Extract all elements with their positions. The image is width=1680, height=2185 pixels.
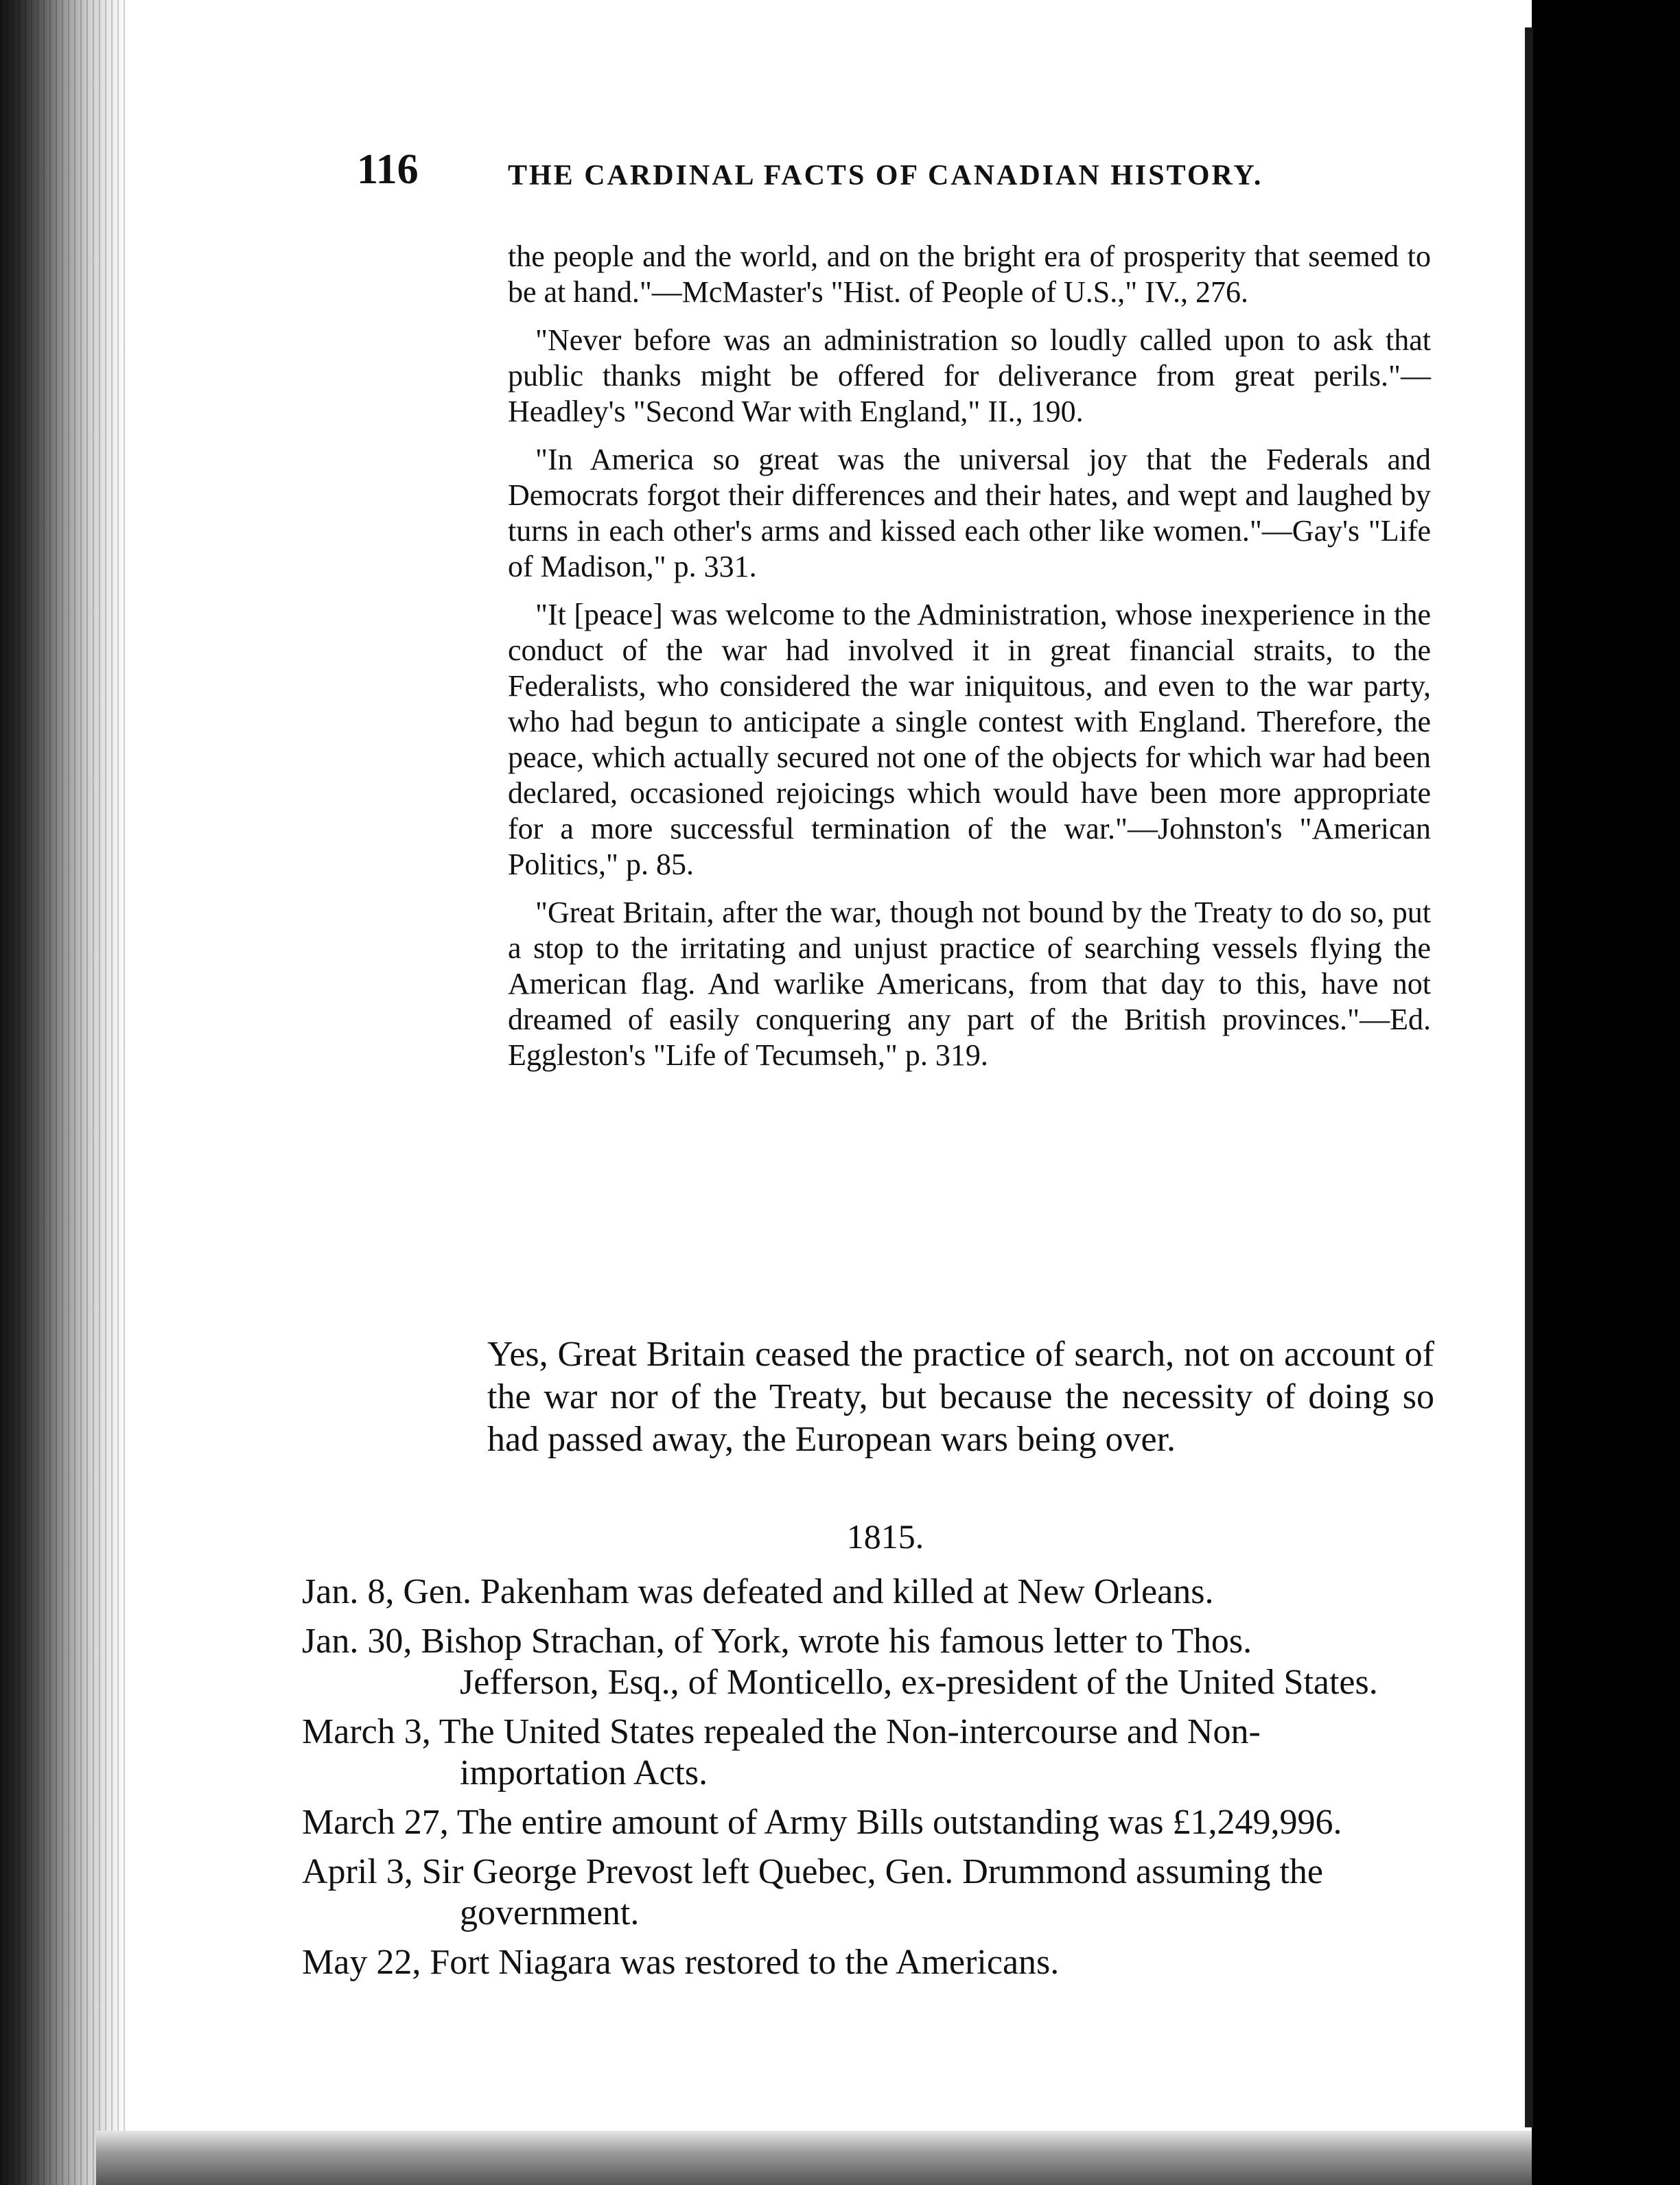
entry-date: Jan. 30,	[302, 1622, 412, 1661]
running-title: THE CARDINAL FACTS OF CANADIAN HISTORY.	[508, 160, 1263, 191]
entry-text: Gen. Pakenham was defeated and killed at New Orleans.	[403, 1572, 1214, 1611]
entry-date: March 3,	[302, 1712, 431, 1751]
scan-book-gutter	[0, 0, 127, 2185]
entry-text: The United States repealed the Non-intercourse and Non-importation Acts.	[439, 1712, 1261, 1792]
year-heading: 1815.	[846, 1517, 924, 1556]
entry-text: Sir George Prevost left Quebec, Gen. Drummond assuming the government.	[421, 1852, 1323, 1932]
scan-bottom-edge	[96, 2131, 1532, 2185]
entry-date: May 22,	[302, 1943, 421, 1982]
entry-text: Fort Niagara was restored to the Americans.	[430, 1943, 1060, 1982]
chronology-entry	[302, 1942, 1393, 1983]
chronology-entry	[302, 1802, 1393, 1843]
quote-paragraph: "Never before was an administration so loudly called upon to ask that public thanks might be offered for deliverance from great perils."—Headley's "Second War with England," II., 190.	[508, 323, 1431, 428]
book-page	[302, 137, 1434, 2114]
chronology-entry	[302, 1851, 1393, 1934]
scan-right-border	[1532, 0, 1680, 2185]
entry-date: Jan. 8,	[302, 1572, 395, 1611]
chronology-entry	[302, 1711, 1393, 1794]
quote-paragraph: "Great Britain, after the war, though not bound by the Treaty to do so, put a stop to the irritating and unjust practice of searching vessels flying the American flag. And warlike Americans, from that day to this, have not dreamed of easily conquering any part of the British provinces."—Ed. Eggleston's "Life of Tecumseh," p. 319.	[508, 896, 1431, 1072]
entry-date: March 27,	[302, 1803, 449, 1842]
scan-page-edge-line	[1525, 27, 1533, 2127]
chronology-entry	[302, 1621, 1393, 1703]
body-paragraph: Yes, Great Britain ceased the practice of search, not on account of the war nor of the Treaty, but because the necessity of doing so had passed away, the European wars being over.	[487, 1335, 1434, 1459]
quotation-block	[508, 239, 1431, 1086]
entry-text: Bishop Strachan, of York, wrote his famous letter to Thos. Jefferson, Esq., of Monticello, ex-president of the United States.	[421, 1622, 1378, 1702]
entry-date: April 3,	[302, 1852, 413, 1891]
chronology-list	[302, 1571, 1393, 1991]
chronology-entry	[302, 1571, 1393, 1613]
quote-paragraph: "It [peace] was welcome to the Administration, whose inexperience in the conduct of the war had involved it in great financial straits, to the Federalists, who considered the war iniquitous, and even to the war party, who had begun to anticipate a single contest with England. Therefore, the peace, which actually secured not one of the objects for which war had been declared, occasioned rejoicings which would have been more appropriate for a more successful termination of the war."—Johnston's "American Politics," p. 85.	[508, 598, 1431, 881]
entry-text: The entire amount of Army Bills outstanding was £1,249,996.	[456, 1803, 1342, 1842]
running-head	[357, 145, 1578, 200]
quote-paragraph: the people and the world, and on the bright era of prosperity that seemed to be at hand."—McMaster's "Hist. of People of U.S.," IV., 276.	[508, 239, 1431, 309]
quote-paragraph: "In America so great was the universal joy that the Federals and Democrats forgot their differences and their hates, and wept and laughed by turns in each other's arms and kissed each other like women."—Gay's "Life of Madison," p. 331.	[508, 443, 1431, 583]
page-number: 116	[357, 146, 419, 193]
